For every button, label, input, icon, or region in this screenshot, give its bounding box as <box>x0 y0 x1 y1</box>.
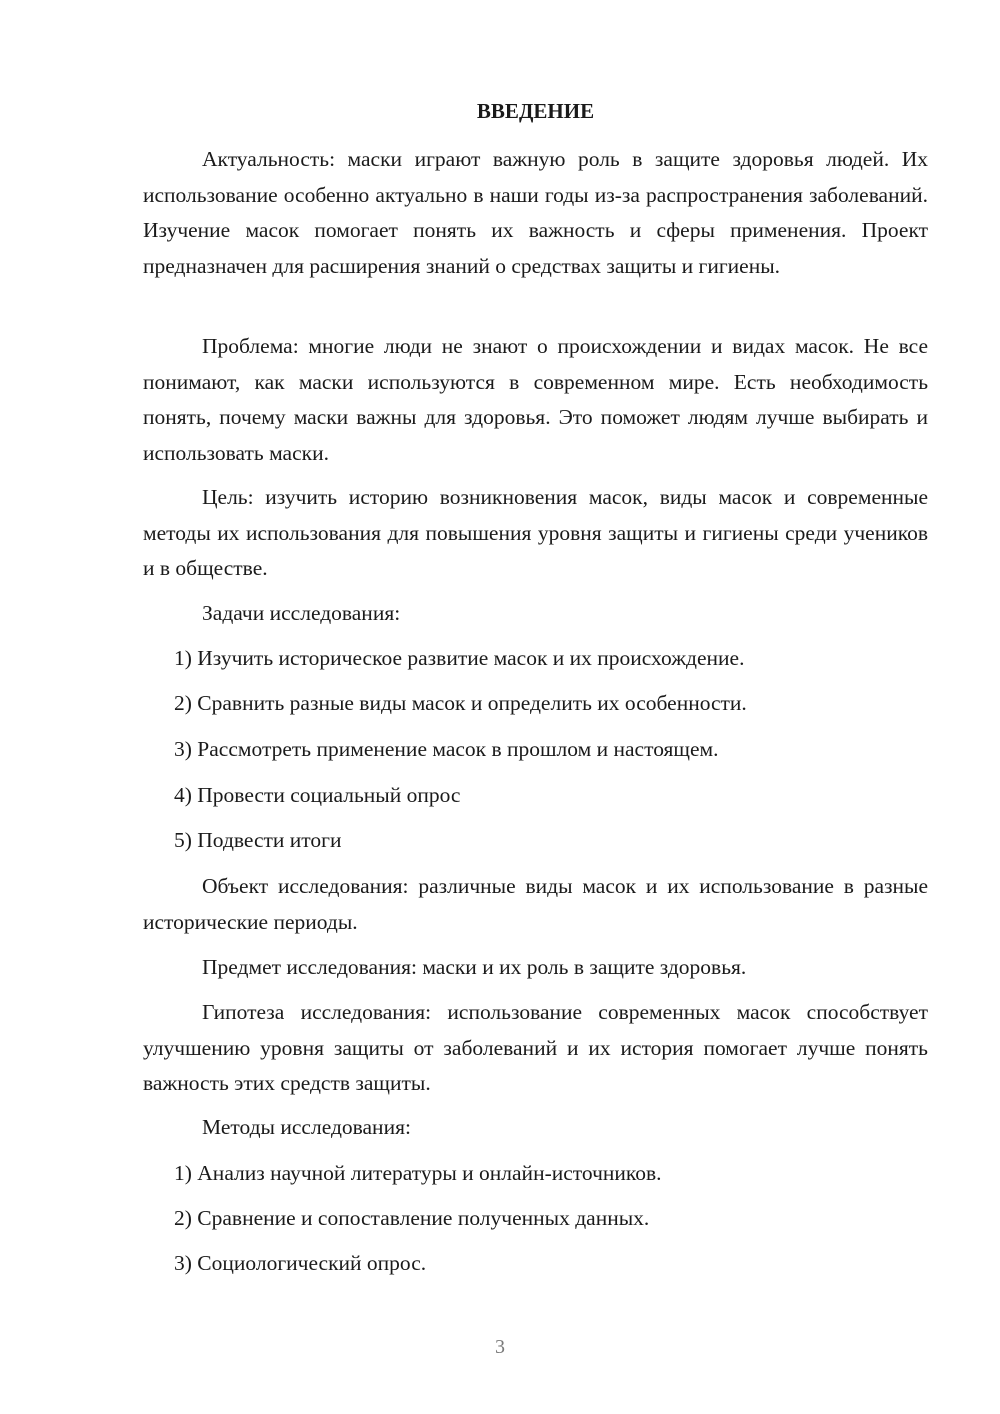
task-item-2: 2) Сравнить разные виды масок и определить их особенности. <box>174 691 747 715</box>
page-number: 3 <box>495 1336 505 1358</box>
paragraph-goal: Цель: изучить историю возникновения масок, виды масок и современные методы их использования для повышения уровня защиты и гигиены среди учеников и в обществе. <box>143 485 928 580</box>
methods-title: Методы исследования: <box>202 1115 411 1139</box>
paragraph-hypothesis: Гипотеза исследования: использование современных масок способствует улучшению уровня защиты от заболеваний и их история помогает лучше понять важность этих средств защиты. <box>143 1000 928 1095</box>
paragraph-object: Объект исследования: различные виды масок и их использование в разные исторические периоды. <box>143 874 928 934</box>
task-item-3: 3) Рассмотреть применение масок в прошлом и настоящем. <box>174 737 719 761</box>
task-item-1: 1) Изучить историческое развитие масок и их происхождение. <box>174 646 745 670</box>
method-item-1: 1) Анализ научной литературы и онлайн-источников. <box>174 1161 662 1185</box>
method-item-3: 3) Социологический опрос. <box>174 1251 427 1275</box>
paragraph-subject: Предмет исследования: маски и их роль в защите здоровья. <box>202 955 747 979</box>
paragraph-problem: Проблема: многие люди не знают о происхождении и видах масок. Не все понимают, как маски используются в современном мире. Есть необходимость понять, почему маски важны для здоровья. Это поможет людям лучше выбирать и использовать маски. <box>143 334 928 465</box>
task-item-4: 4) Провести социальный опрос <box>174 783 461 807</box>
task-item-5: 5) Подвести итоги <box>174 828 342 852</box>
method-item-2: 2) Сравнение и сопоставление полученных данных. <box>174 1206 650 1230</box>
paragraph-relevance: Актуальность: маски играют важную роль в защите здоровья людей. Их использование особенно актуально в наши годы из-за распространения заболеваний. Изучение масок помогает понять их важность и сферы применения. Проект предназначен для расширения знаний о средствах защиты и гигиены. <box>143 147 928 278</box>
page-heading: ВВЕДЕНИЕ <box>476 99 595 123</box>
tasks-title: Задачи исследования: <box>202 601 401 625</box>
